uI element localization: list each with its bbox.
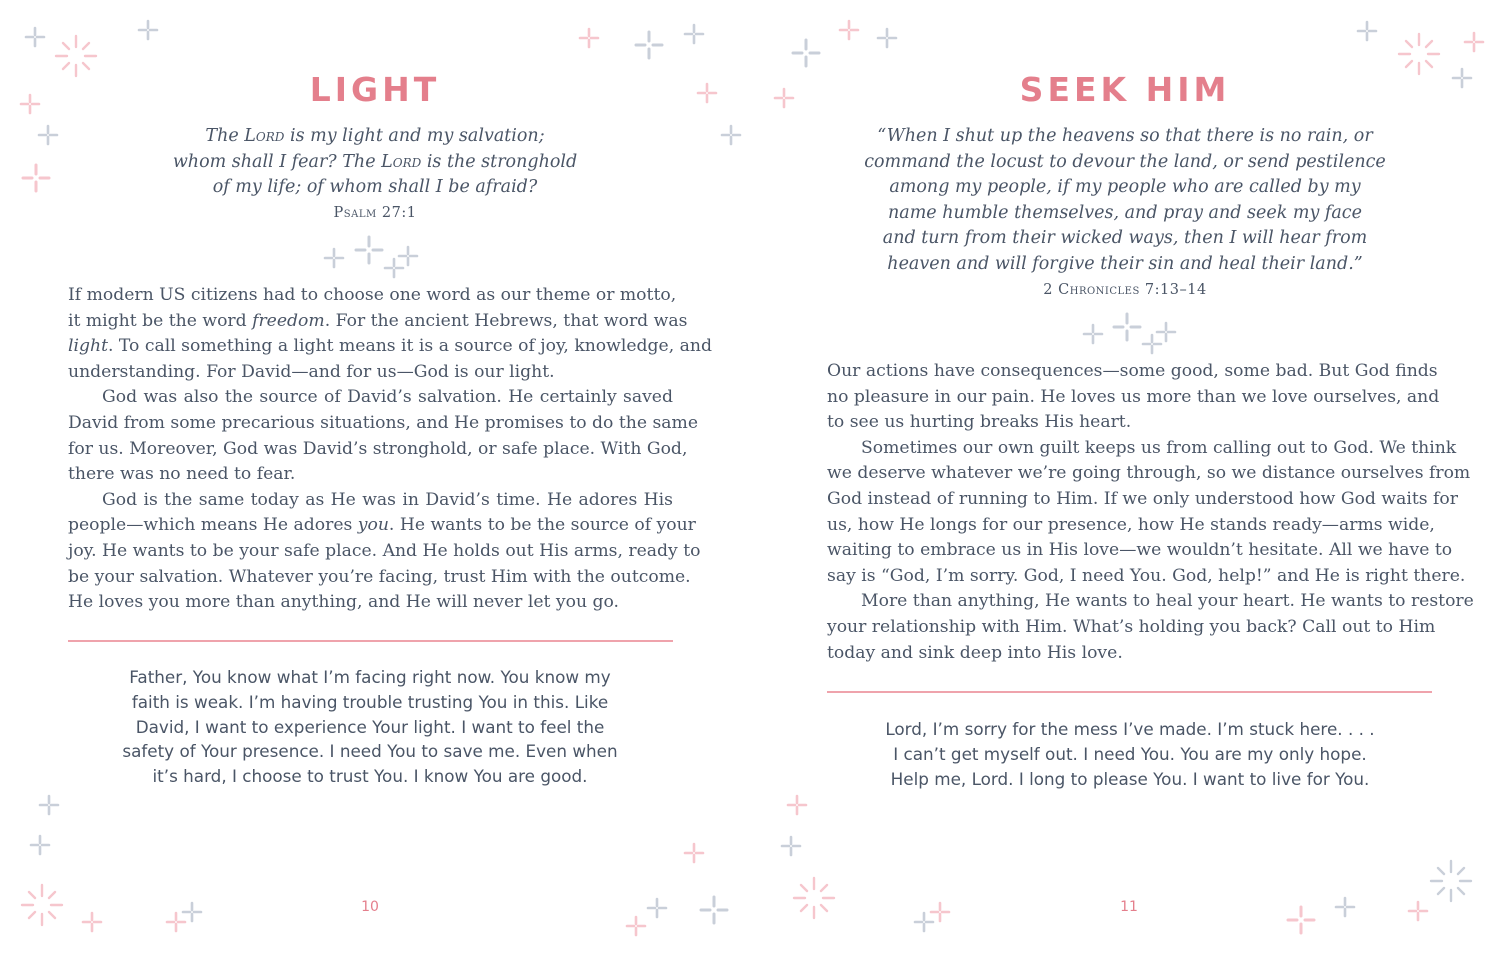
body-line: God instead of running to Him. If we only understood how God waits for xyxy=(827,488,1458,509)
devotional-body xyxy=(827,359,1474,666)
verse-line: among my people, if my people who are called by my xyxy=(889,177,1361,198)
verse-line: of my life; of whom shall I be afraid? xyxy=(212,177,538,198)
scripture-verse xyxy=(0,124,750,201)
page-number: 11 xyxy=(1120,899,1138,915)
prayer xyxy=(840,717,1420,791)
page-title: LIGHT xyxy=(309,70,441,109)
prayer-line: safety of Your presence. I need You to save me. Even when xyxy=(122,741,618,762)
verse-reference xyxy=(750,282,1500,298)
verse-line: “When I shut up the heavens so that there is no rain, or xyxy=(877,126,1373,146)
lord-smallcaps: Lord xyxy=(381,151,422,172)
body-line: Sometimes our own guilt keeps us from calling out to God. We think xyxy=(861,437,1457,458)
body-line: God is the same today as He was in David’s time. He adores His xyxy=(102,489,673,510)
body-line: people—which means He adores you. He wants to be the source of your xyxy=(68,515,696,536)
body-line: for us. Moreover, God was David’s stronghold, or safe place. With God, xyxy=(68,438,688,459)
verse-line: whom shall I fear? The Lord is the stronghold xyxy=(172,151,578,172)
page-title: SEEK HIM xyxy=(1019,70,1231,109)
verse-reference-text: Psalm 27:1 xyxy=(333,205,417,221)
verse-line: and turn from their wicked ways, then I will hear from xyxy=(882,228,1368,249)
prayer-line: Lord, I’m sorry for the mess I’ve made. I’m stuck here. . . . xyxy=(885,719,1375,739)
body-line: there was no need to fear. xyxy=(68,464,296,485)
body-line: today and sink deep into His love. xyxy=(827,642,1123,663)
body-line: If modern US citizens had to choose one word as our theme or motto, xyxy=(68,285,677,305)
verse-line: name humble themselves, and pray and seek my face xyxy=(888,202,1362,223)
prayer-line: faith is weak. I’m having trouble trusting You in this. Like xyxy=(131,691,609,712)
devotional-body xyxy=(68,283,712,616)
body-line: waiting to embrace us in His love—we wouldn’t hesitate. All we have to xyxy=(827,540,1453,561)
body-line: light. To call something a light means it is a source of joy, knowledge, and xyxy=(68,336,712,357)
body-line: to see us hurting breaks His heart. xyxy=(827,412,1132,433)
verse-line: The Lord is my light and my salvation; xyxy=(205,126,545,146)
body-line: say is “God, I’m sorry. God, I need You. God, help!” and He is right there. xyxy=(827,565,1466,586)
prayer-line: it’s hard, I choose to trust You. I know You are good. xyxy=(152,766,588,787)
scripture-verse xyxy=(750,124,1500,278)
body-line: us, how He longs for our presence, how He stands ready—arms wide, xyxy=(827,514,1435,535)
lord-smallcaps: Lord xyxy=(244,126,285,146)
prayer-line: Father, You know what I’m facing right now. You know my xyxy=(129,667,611,687)
verse-line: command the locust to devour the land, or send pestilence xyxy=(864,151,1386,172)
body-line: your relationship with Him. What’s holding you back? Call out to Him xyxy=(827,616,1436,637)
body-line: God was also the source of David’s salvation. He certainly saved xyxy=(102,387,673,408)
body-line: be your salvation. Whatever you’re facing, trust Him with the outcome. xyxy=(68,566,691,587)
prayer xyxy=(80,665,660,789)
body-line: More than anything, He wants to heal your heart. He wants to restore xyxy=(861,591,1474,612)
body-line: joy. He wants to be your safe place. And He holds out His arms, ready to xyxy=(68,540,701,561)
prayer-line: David, I want to experience Your light. I want to feel the xyxy=(135,716,605,737)
body-line: understanding. For David—and for us—God is our light. xyxy=(68,361,555,382)
section-divider xyxy=(68,640,673,642)
body-line: we deserve whatever we’re going through, so we distance ourselves from xyxy=(827,463,1471,484)
verse-line: heaven and will forgive their sin and heal their land.” xyxy=(887,253,1363,274)
body-line: Our actions have consequences—some good, some bad. But God finds xyxy=(827,361,1438,381)
body-line: David from some precarious situations, and He promises to do the same xyxy=(68,412,698,433)
body-line: He loves you more than anything, and He will never let you go. xyxy=(68,592,619,613)
verse-reference-text: 2 Chronicles 7:13–14 xyxy=(1043,282,1207,298)
section-divider xyxy=(827,691,1432,693)
right-page xyxy=(750,0,1500,955)
prayer-line: I can’t get myself out. I need You. You are my only hope. xyxy=(893,743,1367,764)
body-line: no pleasure in our pain. He loves us more than we love ourselves, and xyxy=(827,386,1440,407)
body-line: it might be the word freedom. For the ancient Hebrews, that word was xyxy=(68,310,688,331)
verse-reference xyxy=(0,205,750,221)
prayer-line: Help me, Lord. I long to please You. I want to live for You. xyxy=(890,768,1370,789)
page-number: 10 xyxy=(361,899,379,915)
